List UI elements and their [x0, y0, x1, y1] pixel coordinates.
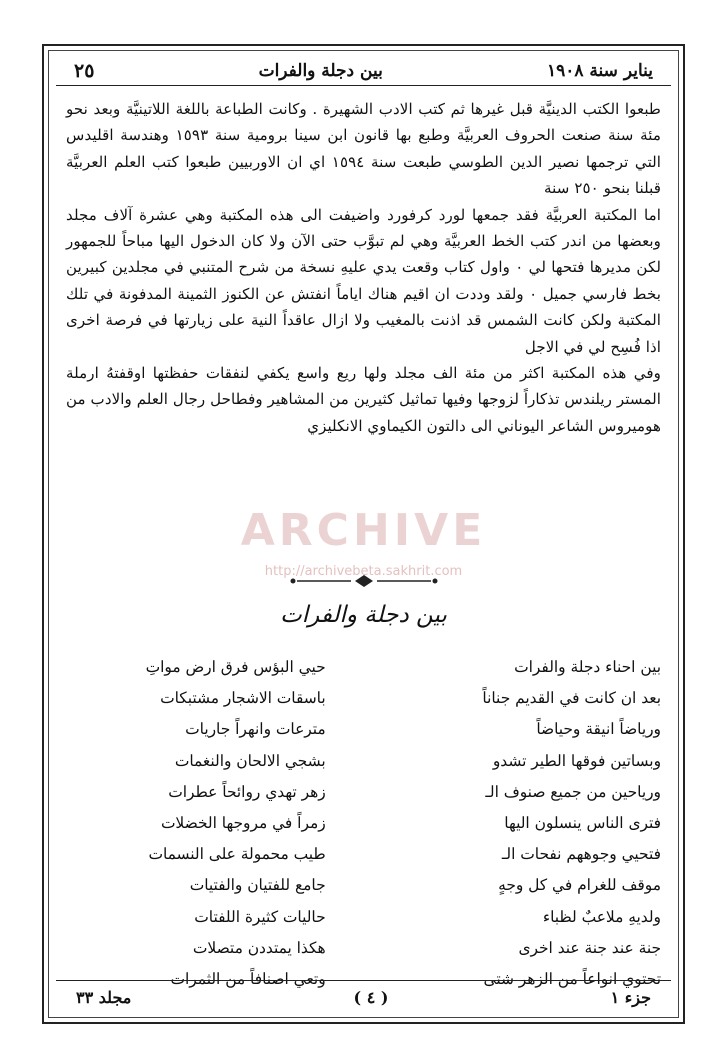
paragraph-printing: طبعوا الكتب الدينيَّة قبل غيرها ثم كتب الادب الشهيرة . وكانت الطباعة باللغة اللاتينيَّة وبعد نحو مئة سنة صنعت الحروف العربيَّة وطبع بها قانون ابن سينا برومية سنة ١٥٩٣ وهندسة اقليدس التي ترجمها نصير الدين الطوسي طبعت سنة ١٥٩٤ اي ان الاوربيين طبعوا كتب العلم العربيَّة قبلنا بنحو ٢٥٠ سنة	[66, 100, 661, 198]
volume-number: مجلد ٣٣	[76, 988, 132, 1007]
verse-first-hemistich: موقف للغرام في كل وجهٍ	[498, 876, 661, 895]
page-number: ٢٥	[74, 59, 95, 82]
verse-second-hemistich: باسقات الاشجار مشتبكات	[160, 689, 326, 708]
verse-first-hemistich: بعد ان كانت في القديم جناناً	[482, 689, 661, 708]
verse-second-hemistich: حاليات كثيرة اللفتات	[194, 907, 326, 926]
page-marker: ( ٤ )	[353, 988, 389, 1007]
verse-first-hemistich: بين احناء دجلة والفرات	[514, 658, 661, 676]
poem-verse	[66, 652, 661, 683]
verse-second-hemistich: طيب محمولة على النسمات	[148, 845, 326, 864]
poem-verse	[66, 746, 661, 777]
poem-verse	[66, 902, 661, 933]
journal-page	[42, 44, 685, 1024]
verse-second-hemistich: مترعات وانهراً جاريات	[185, 720, 326, 739]
verse-second-hemistich: جامع للفتيان والفتيات	[189, 876, 326, 895]
verse-first-hemistich: ولديهِ ملاعبٌ لظباء	[542, 907, 661, 926]
poem-verse	[66, 683, 661, 714]
issue-date: يناير سنة ١٩٠٨	[546, 60, 653, 81]
verse-second-hemistich: زهر تهدي روائحاً عطرات	[168, 782, 326, 801]
poem	[66, 652, 661, 995]
verse-second-hemistich: هكذا يمتددن متصلات	[192, 938, 326, 957]
paragraph-library-holdings: وفي هذه المكتبة اكثر من مئة الف مجلد ولها ريع واسع يكفي لنفقات حفظتها اوقفتهُ ارملة المستر ريلندس تذكاراً لزوجها وفيها تماثيل كثيرين من المشاهير وفطاحل رجال العلم والادب من هوميروس الشاعر اليوناني الى دالتون الكيماوي الانكليزي	[66, 364, 661, 435]
poem-title: بين دجلة والفرات	[280, 602, 447, 628]
verse-first-hemistich: فتحيي وجوههم نفحات الـ	[501, 845, 661, 864]
verse-first-hemistich: ورياحين من جميع صنوف الـ	[485, 782, 661, 801]
part-number: جزء ١	[610, 988, 651, 1007]
verse-first-hemistich: جنة عند جنة عند اخرى	[518, 938, 661, 957]
section-ornament	[44, 574, 683, 588]
poem-verse	[66, 777, 661, 808]
verse-second-hemistich: وتعي اصنافاً من الثمرات	[170, 969, 326, 988]
archive-watermark: ARCHIVE	[240, 505, 487, 556]
verse-second-hemistich: حيي البؤس فرق ارض مواتِ	[145, 658, 326, 676]
article-body	[66, 96, 661, 439]
verse-first-hemistich: وبساتين فوقها الطير تشدو	[492, 751, 661, 770]
verse-first-hemistich: ورياضاً انيقة وحياضاً	[536, 720, 661, 739]
running-title: بين دجلة والفرات	[258, 60, 383, 81]
poem-verse	[66, 839, 661, 870]
verse-first-hemistich: تحتوي انواعاً من الزهر شتى	[483, 969, 661, 988]
paragraph-arabic-library: اما المكتبة العربيَّة فقد جمعها لورد كرفورد واضيفت الى هذه المكتبة وهي عشرة آلاف مجلد وبعضها من اندر كتب الخط العربيَّة وهي لم تبوَّب حتى الآن ولا كان الدخول اليها مباحاً للجمهور لكن مديرها فتحها لي ٠ واول كتاب وقعت يدي عليهِ نسخة من شرح المتنبي في مجلدين كبيرين بخط فارسي جميل ٠ ولقد وددت ان اقيم هناك اياماً انفتش عن الكنوز الثمينة المدفونة في تلك المكتبة ولكن كانت الشمس قد اذنت بالمغيب ولا ازال عاقداً النية على زيارتها في فرصة اخرى اذا فُسِح لي في الاجل	[66, 205, 661, 356]
poem-verse	[66, 808, 661, 839]
verse-first-hemistich: فترى الناس ينسلون اليها	[504, 813, 661, 832]
page-footer	[56, 980, 671, 1014]
page-header	[56, 56, 671, 86]
poem-verse	[66, 870, 661, 901]
verse-second-hemistich: بشجي الالحان والنغمات	[174, 751, 326, 770]
poem-verse	[66, 714, 661, 745]
poem-verse	[66, 933, 661, 964]
ornament-divider-icon	[289, 574, 439, 588]
verse-second-hemistich: زمراً في مروجها الخضلات	[160, 813, 326, 832]
archive-watermark-url: http://archivebeta.sakhrit.com	[264, 564, 463, 579]
